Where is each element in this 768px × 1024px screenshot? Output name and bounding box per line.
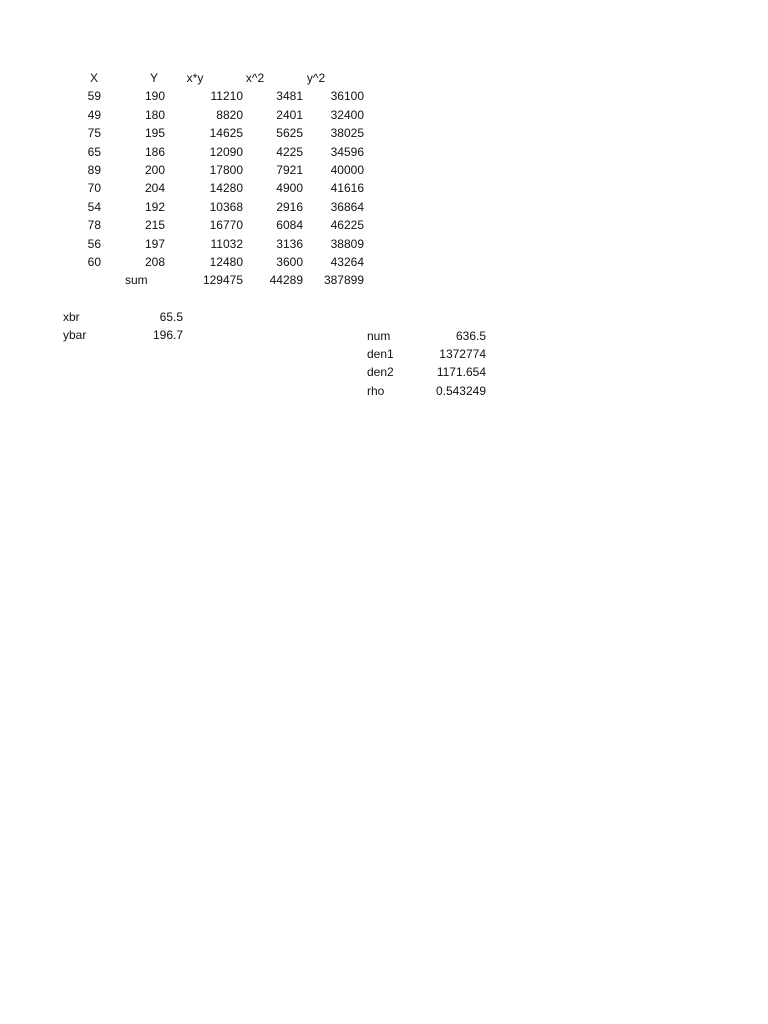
result-value: 1372774: [439, 346, 486, 361]
table-cell: 12090: [209, 144, 243, 159]
table-cell: 192: [144, 199, 165, 214]
mean-value: 65.5: [159, 310, 183, 324]
mean-value: 196.7: [152, 328, 183, 343]
table-cell: 36100: [330, 89, 364, 104]
result-value: 636.5: [455, 328, 486, 343]
table-cell: 75: [87, 126, 101, 141]
table-cell: 215: [144, 218, 165, 233]
table-cell: 12480: [209, 255, 243, 269]
table-cell: 3481: [276, 89, 303, 104]
table-cell: 89: [87, 163, 101, 177]
result-label: num: [367, 328, 391, 343]
table-cell: 4225: [276, 144, 303, 159]
table-cell: 7921: [276, 163, 303, 177]
table-cell: 32400: [330, 107, 364, 122]
table-cell: 14280: [209, 181, 243, 196]
table-cell: 54: [87, 199, 101, 214]
table-cell: 59: [87, 89, 101, 104]
table-cell: 60: [87, 255, 101, 269]
table-cell: 40000: [330, 163, 364, 177]
column-header: y^2: [306, 71, 326, 85]
table-cell: 65: [87, 144, 101, 159]
table-cell: 180: [144, 107, 165, 122]
result-value: 0.543249: [435, 383, 486, 398]
table-cell: 208: [144, 255, 165, 269]
table-cell: 204: [144, 181, 165, 196]
table-cell: 11032: [210, 236, 243, 251]
result-label: rho: [367, 383, 385, 398]
table-cell: 195: [144, 126, 165, 141]
table-cell: 38809: [330, 236, 364, 251]
result-label: den2: [367, 365, 394, 380]
table-cell: 36864: [330, 199, 364, 214]
table-cell: 70: [87, 181, 101, 196]
table-cell: 11210: [210, 89, 243, 104]
sum-value: 44289: [269, 273, 303, 288]
result-value: 1171.654: [436, 365, 486, 380]
table-cell: 2401: [276, 107, 303, 122]
table-cell: 17800: [209, 163, 243, 177]
table-cell: 6084: [276, 218, 303, 233]
table-cell: 16770: [209, 218, 243, 233]
column-header: X: [89, 71, 98, 85]
sum-label: sum: [125, 273, 148, 288]
sum-value: 387899: [323, 273, 364, 288]
table-cell: 5625: [276, 126, 303, 141]
column-header: x*y: [186, 71, 204, 85]
table-cell: 4900: [276, 181, 303, 196]
table-cell: 46225: [330, 218, 364, 233]
table-cell: 14625: [209, 126, 243, 141]
table-cell: 190: [144, 89, 165, 104]
result-label: den1: [367, 346, 394, 361]
table-cell: 200: [144, 163, 165, 177]
column-header: x^2: [245, 71, 265, 85]
sum-value: 129475: [202, 273, 243, 288]
table-cell: 56: [87, 236, 101, 251]
table-cell: 34596: [330, 144, 364, 159]
column-header: Y: [149, 71, 158, 85]
table-cell: 8820: [216, 107, 243, 122]
table-cell: 41616: [330, 181, 364, 196]
mean-label: ybar: [63, 328, 87, 343]
table-cell: 186: [144, 144, 165, 159]
table-cell: 78: [87, 218, 101, 233]
table-cell: 3600: [276, 255, 303, 269]
table-cell: 49: [87, 107, 101, 122]
table-cell: 43264: [330, 255, 364, 269]
table-cell: 10368: [209, 199, 243, 214]
table-cell: 38025: [330, 126, 364, 141]
mean-label: xbr: [63, 310, 80, 324]
table-cell: 2916: [276, 199, 303, 214]
table-cell: 197: [144, 236, 165, 251]
table-cell: 3136: [276, 236, 303, 251]
